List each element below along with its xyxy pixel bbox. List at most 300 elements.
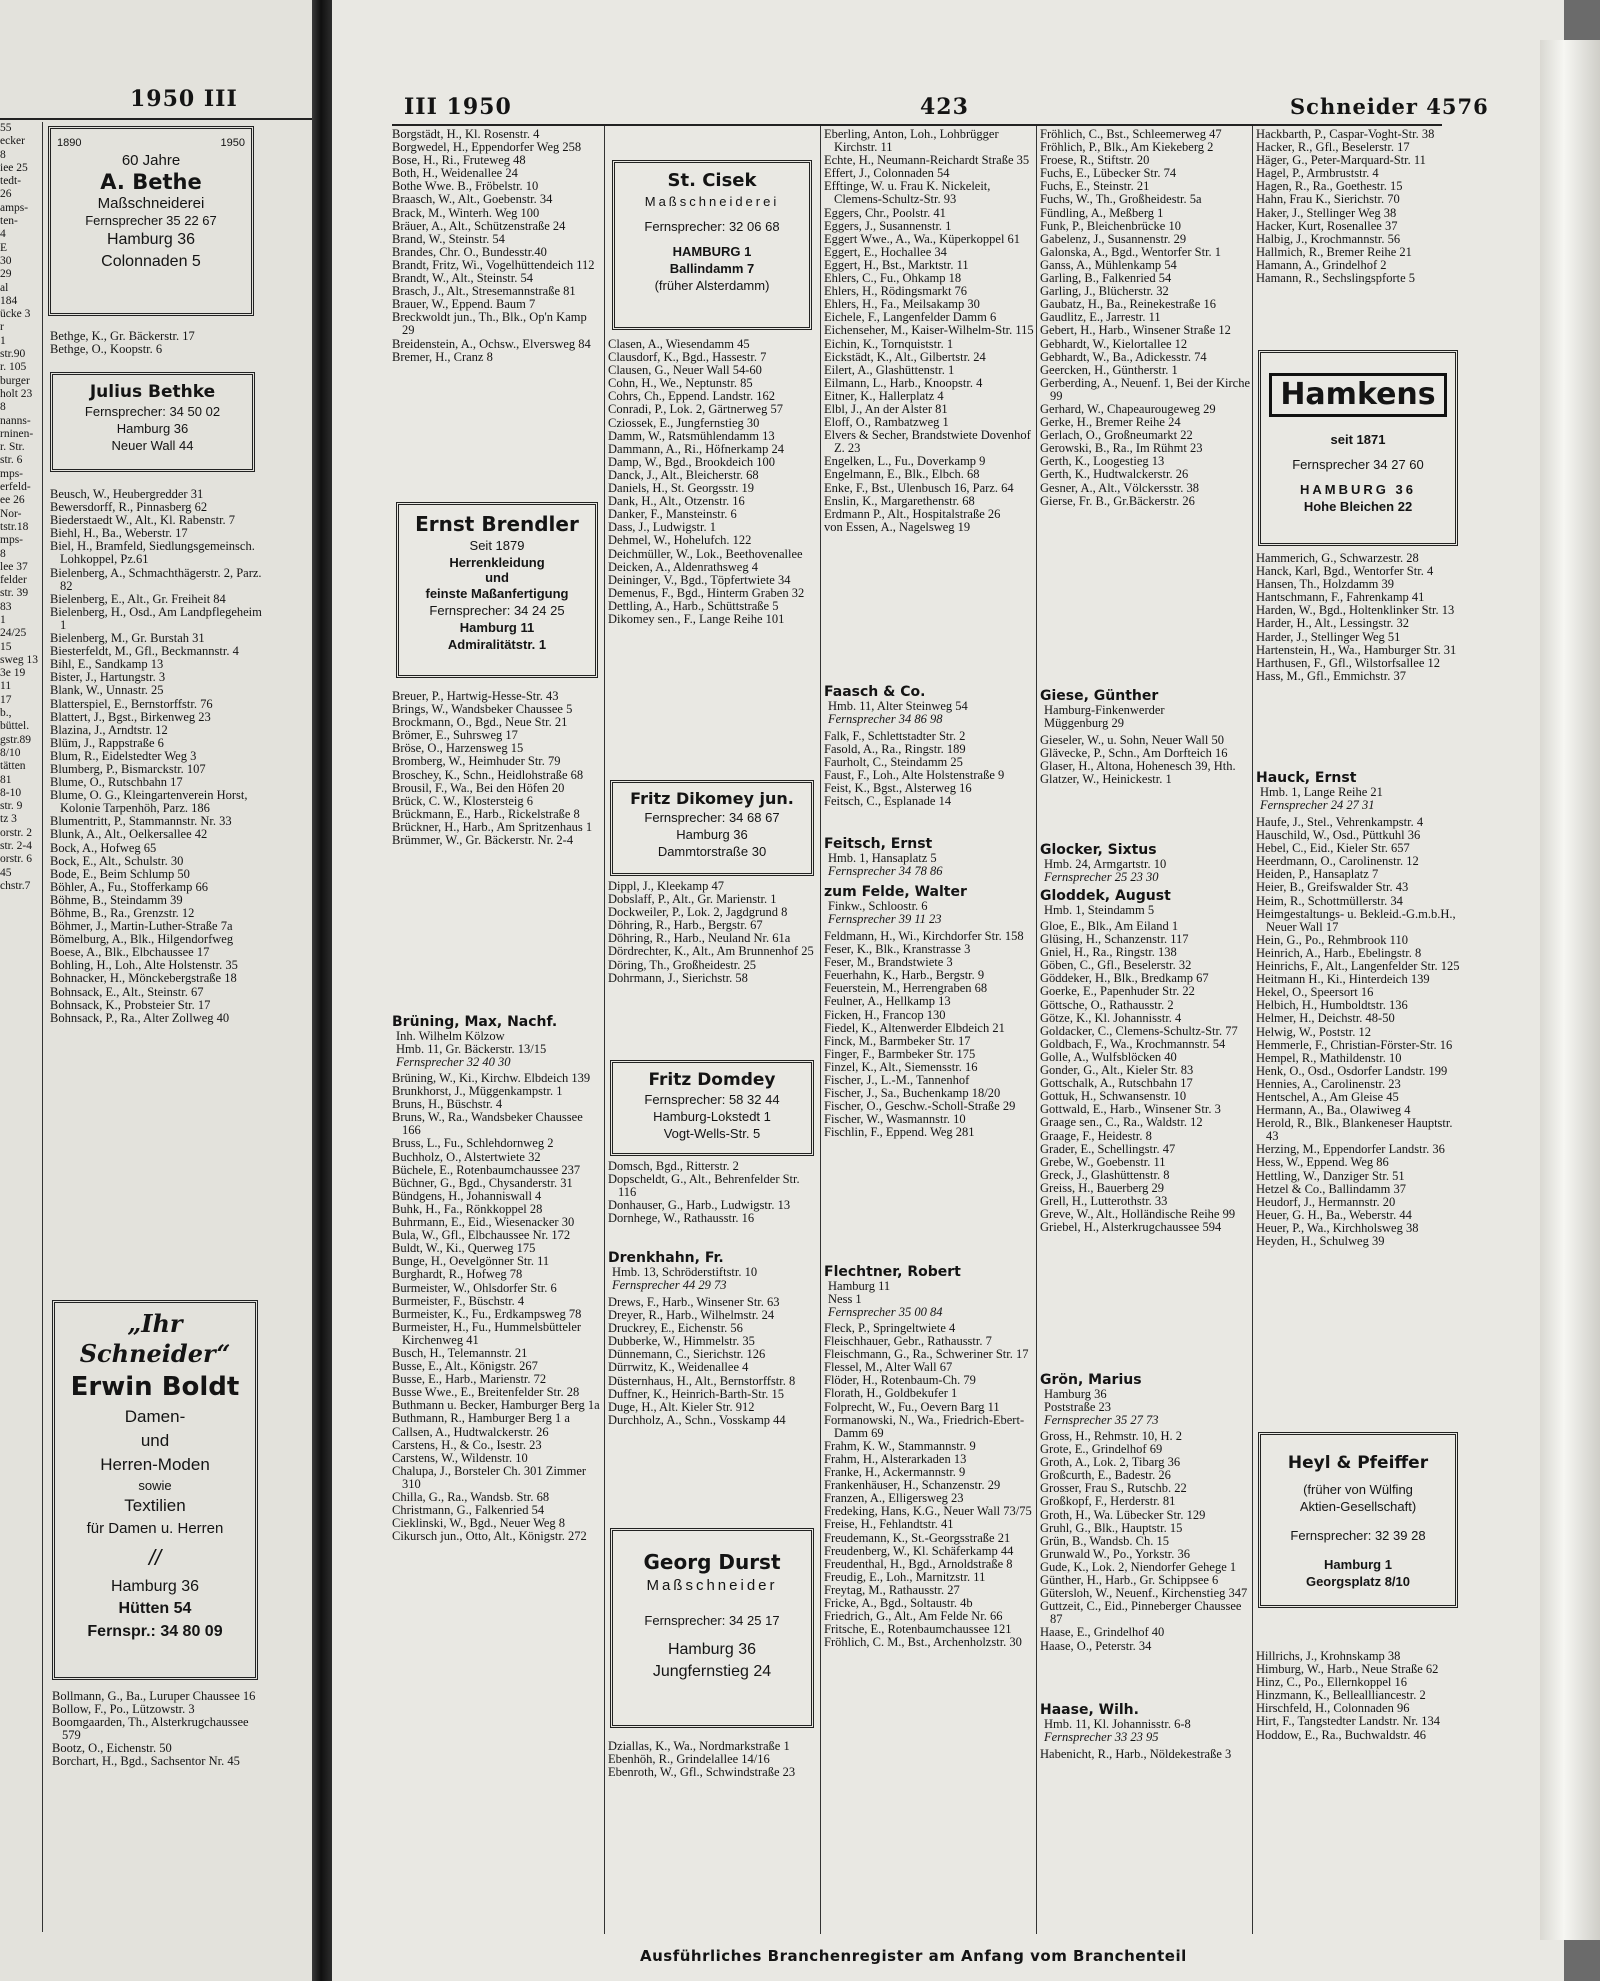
directory-entry: Deicken, A., Aldenrathsweg 4 <box>608 559 758 574</box>
directory-entry: Brückner, H., Harb., Am Spritzenhaus 1 <box>392 819 593 834</box>
directory-entry: Gude, K., Lok. 2, Niendorfer Gehege 1 <box>1040 1559 1237 1574</box>
directory-entry: Flöder, H., Rotenbaum-Ch. 79 <box>824 1373 976 1388</box>
directory-entry: Fredeking, Hans, K.G., Neuer Wall 73/75 <box>824 1504 1032 1519</box>
ad-domdey <box>610 1060 814 1156</box>
directory-entry: mps- <box>0 467 23 480</box>
directory-entry: Brückmann, E., Harb., Rickelstraße 8 <box>392 806 580 821</box>
directory-entry: Buhrmann, E., Eid., Wiesenacker 30 <box>392 1215 575 1230</box>
directory-entry: Hagen, R., Ra., Goethestr. 15 <box>1256 179 1403 194</box>
col5-entries-c <box>1256 816 1468 1416</box>
directory-entry: Heitmann H., Ki., Hinterdeich 139 <box>1256 972 1430 987</box>
directory-entry: Helbich, H., Humboldtstr. 136 <box>1256 998 1408 1013</box>
drenkhahn-name: Drenkhahn, Fr. <box>608 1250 724 1266</box>
ad-boldt-line4: sowie <box>138 1478 172 1493</box>
directory-entry: Hettling, W., Danziger Str. 51 <box>1256 1168 1405 1183</box>
directory-entry: Carstens, W., Wildenstr. 10 <box>392 1450 528 1465</box>
ad-durst-phone: Fernsprecher: 34 25 17 <box>644 1613 780 1628</box>
directory-entry: Eggert, H., Bst., Marktstr. 11 <box>824 257 969 272</box>
ad-domdey-street: Vogt-Wells-Str. 5 <box>663 1126 761 1141</box>
directory-entry: Fröhlich, C. M., Bst., Archenholzstr. 30 <box>824 1635 1022 1650</box>
directory-entry: Fuchs, E., Lübecker Str. 74 <box>1040 166 1177 181</box>
directory-entry: Hahn, Frau K., Sierichstr. 70 <box>1256 192 1400 207</box>
directory-entry: Gesner, A., Alt., Völckersstr. 38 <box>1040 480 1199 495</box>
directory-entry: Borgstädt, H., Kl. Rosenstr. 4 <box>392 128 540 141</box>
directory-entry: Bootz, O., Eichenstr. 50 <box>52 1741 172 1756</box>
directory-entry: 8 <box>0 547 6 560</box>
directory-entry: Fritsche, E., Rotenbaumchaussee 121 <box>824 1622 1012 1637</box>
directory-entry: Both, H., Weidenallee 24 <box>392 166 518 181</box>
directory-entry: Eggert, E., Hochallee 34 <box>824 244 947 259</box>
directory-entry: Biel, H., Bramfeld, Siedlungsgemeinsch. Lohkoppel, Pz.61 <box>50 539 255 567</box>
col4-entries-d <box>1040 1430 1250 1702</box>
ad-heyl <box>1258 1432 1458 1608</box>
directory-entry: 8/10 <box>0 746 21 759</box>
directory-entry: Graage sen., C., Ra., Waldstr. 12 <box>1040 1115 1203 1130</box>
directory-entry: Bihl, E., Sandkamp 13 <box>50 657 164 672</box>
directory-entry: Döring, Th., Großheidestr. 25 <box>608 957 757 972</box>
directory-entry: Dopscheldt, G., Alt., Behrenfelder Str. 116 <box>608 1172 800 1200</box>
directory-entry: Hantschmann, F., Fahrenkamp 41 <box>1256 590 1425 605</box>
hauck-line1: Hmb. 1, Lange Reihe 21 <box>1260 785 1383 799</box>
directory-entry: 1 <box>0 334 6 347</box>
directory-entry: Bock, A., Hofweg 65 <box>50 840 157 855</box>
directory-entry: gstr.89 <box>0 733 31 746</box>
ad-boldt-name: Erwin Boldt <box>70 1372 240 1402</box>
directory-entry: Gottuk, H., Schwansenstr. 10 <box>1040 1089 1187 1104</box>
directory-entry: Bröse, O., Harzensweg 15 <box>392 741 524 756</box>
col4-glocker <box>1040 842 1250 886</box>
directory-entry: Brack, M., Winterh. Weg 100 <box>392 205 540 220</box>
directory-entry: Böhme, B., Ra., Grenzstr. 12 <box>50 906 195 920</box>
col1-entries-mid <box>392 690 602 1012</box>
directory-entry: Herzing, M., Eppendorfer Landstr. 36 <box>1256 1142 1445 1157</box>
directory-entry: Breckwoldt jun., Th., Blk., Op'n Kamp 29 <box>392 310 587 338</box>
directory-entry: Demenus, F., Bgd., Hinterm Graben 32 <box>608 585 805 600</box>
directory-entry: Conradi, P., Lok. 2, Gärtnerweg 57 <box>608 402 783 417</box>
bruening-line1: Inh. Wilhelm Kölzow <box>396 1029 505 1043</box>
left-edge-fragments <box>0 122 40 1932</box>
directory-entry: Goldbach, F., Wa., Krochmannstr. 54 <box>1040 1036 1226 1051</box>
directory-entry: Fischer, O., Geschw.-Scholl-Straße 29 <box>824 1099 1016 1114</box>
directory-entry: 26 <box>0 188 12 201</box>
directory-entry: Heim, R., Schottmüllerstr. 34 <box>1256 893 1403 908</box>
glocker-name: Glocker, Sixtus <box>1040 842 1157 858</box>
directory-entry: str. 6 <box>0 454 23 467</box>
col3-zumfelde <box>824 884 1034 928</box>
ad-bethe-year-right: 1950 <box>220 137 245 149</box>
directory-entry: Durchholz, A., Schn., Vosskamp 44 <box>608 1412 786 1427</box>
directory-entry: büttel. <box>0 720 30 733</box>
directory-entry: Hirschfeld, H., Colonnaden 96 <box>1256 1701 1410 1716</box>
col3-entries-b <box>824 730 1034 836</box>
footer-note: Ausführliches Branchenregister am Anfang vom Branchenteil <box>640 1947 1187 1965</box>
directory-entry: Biehl, H., Ba., Weberstr. 17 <box>50 526 188 541</box>
flechtner-name: Flechtner, Robert <box>824 1264 961 1280</box>
directory-entry: Burmeister, K., Fu., Erdkampsweg 78 <box>392 1306 582 1321</box>
giese-line1: Hamburg-Finkenwerder <box>1044 703 1165 717</box>
ad-heyl-street: Georgsplatz 8/10 <box>1305 1574 1411 1589</box>
col5-hauck <box>1256 770 1468 814</box>
directory-entry: Heuer, G. H., Ba., Weberstr. 44 <box>1256 1207 1412 1222</box>
directory-entry: Gierse, Fr. B., Gr.Bäckerstr. 26 <box>1040 493 1195 508</box>
directory-entry: Eloff, O., Rambatzweg 1 <box>824 415 949 430</box>
directory-entry: Brück, C. W., Klostersteig 6 <box>392 793 533 808</box>
directory-entry: Dettling, A., Harb., Schüttstraße 5 <box>608 598 779 613</box>
directory-entry: r <box>0 321 4 334</box>
directory-entry: Callsen, A., Hudtwalckerstr. 26 <box>392 1424 549 1439</box>
directory-entry: Elvers & Secher, Brandstwiete Dovenhof Z. 23 <box>824 428 1031 456</box>
directory-entry: Haase, O., Peterstr. 34 <box>1040 1638 1152 1653</box>
directory-entry: Heudorf, J., Hermannstr. 20 <box>1256 1194 1396 1209</box>
col5-entries-b <box>1256 552 1468 770</box>
left-entries-b <box>50 488 262 1278</box>
col2-entries-mid <box>608 880 818 1056</box>
ad-cisek-note: (früher Alsterdamm) <box>654 278 770 293</box>
directory-entry: Freudig, E., Loh., Marnitzstr. 11 <box>824 1569 986 1584</box>
directory-entry: Bündgens, H., Johanniswall 4 <box>392 1188 542 1203</box>
ad-cisek-street: Ballindamm 7 <box>669 261 755 276</box>
directory-entry: Erdmann P., Alt., Hospitalstraße 26 <box>824 506 1001 521</box>
directory-entry: Busse, E., Harb., Marienstr. 72 <box>392 1372 547 1387</box>
ad-bethe-name: A. Bethe <box>100 170 202 194</box>
ad-bethe-jubilee: 60 Jahre <box>121 152 181 169</box>
ad-boldt-line1: Damen- <box>124 1407 186 1426</box>
directory-entry: Fischer, J., Sa., Buchenkamp 18/20 <box>824 1086 1001 1101</box>
directory-entry: Goldacker, C., Clemens-Schultz-Str. 77 <box>1040 1023 1238 1038</box>
directory-entry: Groth, A., Lok. 2, Tibarg 36 <box>1040 1455 1181 1470</box>
directory-entry: Busch, H., Telemannstr. 21 <box>392 1345 528 1360</box>
ad-boldt-street: Hütten 54 <box>118 1600 192 1617</box>
directory-entry: Hennies, A., Carolinenstr. 23 <box>1256 1076 1401 1091</box>
col4-haase <box>1040 1702 1250 1746</box>
directory-entry: 29 <box>0 268 12 281</box>
directory-entry: Fleischhauer, Gebr., Rathausstr. 7 <box>824 1334 992 1349</box>
directory-entry: Fischlin, F., Eppend. Weg 281 <box>824 1125 975 1140</box>
directory-entry: Faurholt, C., Steindamm 25 <box>824 755 963 770</box>
directory-entry: Florath, H., Goldbekufer 1 <box>824 1386 958 1401</box>
directory-entry: Folprecht, W., Fu., Oevern Barg 11 <box>824 1399 1000 1414</box>
directory-entry: Frahm, K. W., Stammannstr. 9 <box>824 1438 976 1453</box>
directory-entry: tstr.18 <box>0 520 29 533</box>
directory-entry: Friedrich, G., Alt., Am Felde Nr. 66 <box>824 1609 1003 1624</box>
directory-entry: Dohrmann, J., Sierichstr. 58 <box>608 970 748 985</box>
ad-heyl-line1: (früher von Wülfing <box>1303 1482 1413 1497</box>
directory-entry: lee 37 <box>0 560 28 573</box>
directory-entry: Finger, F., Barmbeker Str. 175 <box>824 1046 976 1061</box>
ad-cisek-city: HAMBURG 1 <box>672 244 752 259</box>
ad-boldt-line6: für Damen u. Herren <box>86 1520 224 1537</box>
col3-entries-d <box>824 1322 1034 1934</box>
directory-entry: Dikomey sen., F., Lange Reihe 101 <box>608 611 785 626</box>
directory-entry: Häger, G., Peter-Marquard-Str. 11 <box>1256 153 1426 168</box>
directory-entry: tz 3 <box>0 813 17 826</box>
directory-entry: Bethge, O., Koopstr. 6 <box>50 342 163 357</box>
ad-hamkens-logo: Hamkens <box>1269 373 1446 417</box>
directory-entry: Hebel, C., Eid., Kieler Str. 657 <box>1256 841 1410 856</box>
directory-entry: Fasold, A., Ra., Ringstr. 189 <box>824 742 966 757</box>
directory-entry: Göben, C., Gfl., Beselerstr. 32 <box>1040 958 1192 973</box>
directory-entry: r. Str. <box>0 441 25 454</box>
column-rule-4 <box>1252 126 1253 1934</box>
groen-phone: Fernsprecher 35 27 73 <box>1044 1413 1159 1428</box>
directory-entry: Heinrichs, F., Alt., Langenfelder Str. 125 <box>1256 959 1460 974</box>
directory-entry: nanns- <box>0 414 31 427</box>
hauck-phone: Fernsprecher 24 27 31 <box>1260 798 1375 813</box>
directory-entry: Nor- <box>0 507 22 520</box>
right-header-rule <box>392 124 1442 126</box>
directory-entry: Eilmann, L., Harb., Knoopstr. 4 <box>824 375 983 390</box>
directory-entry: Franzen, A., Elligersweg 23 <box>824 1491 964 1506</box>
directory-entry: Heyden, H., Schulweg 39 <box>1256 1234 1385 1248</box>
directory-entry: Buthmann u. Becker, Hamburger Berg 1a <box>392 1398 600 1413</box>
directory-entry: Döhring, R., Harb., Bergstr. 67 <box>608 918 763 933</box>
directory-entry: Ehlers, H., Rödingsmarkt 76 <box>824 284 968 299</box>
bruening-name: Brüning, Max, Nachf. <box>392 1014 558 1030</box>
directory-entry: b., <box>0 707 12 720</box>
directory-entry: Haufe, J., Stel., Vehrenkampstr. 4 <box>1256 816 1424 829</box>
directory-entry: Bose, H., Ri., Fruteweg 48 <box>392 153 526 168</box>
directory-entry: Buchholz, O., Alstertwiete 32 <box>392 1149 541 1164</box>
col3-entries-a <box>824 128 1034 694</box>
groen-line2: Poststraße 23 <box>1044 1400 1112 1415</box>
directory-entry: Blatterspiel, E., Bernstorffstr. 76 <box>50 696 213 711</box>
directory-entry: Blüm, J., Rappstraße 6 <box>50 735 164 750</box>
directory-entry: Geercken, H., Güntherstr. 1 <box>1040 362 1178 377</box>
directory-entry: Eichin, K., Tornquiststr. 1 <box>824 336 954 351</box>
directory-entry: Faust, F., Loh., Alte Holstenstraße 9 <box>824 768 1005 783</box>
ad-bethke <box>50 372 255 472</box>
directory-entry: Danker, F., Mansteinstr. 6 <box>608 507 737 522</box>
directory-entry: Bohnsack, E., Alt., Steinstr. 67 <box>50 984 204 999</box>
directory-entry: Bromberg, W., Heimhuder Str. 79 <box>392 754 561 769</box>
directory-entry: Hartenstein, H., Wa., Hamburger Str. 31 <box>1256 642 1457 657</box>
directory-entry: Dehmel, W., Hohelufch. 122 <box>608 533 752 548</box>
directory-entry: Brasch, J., Alt., Stresemannstraße 81 <box>392 284 576 299</box>
directory-entry: Dziallas, K., Wa., Nordmarkstraße 1 <box>608 1740 790 1753</box>
ad-boldt-line5: Textilien <box>124 1496 186 1515</box>
ad-durst <box>610 1528 814 1728</box>
ad-bethke-street: Neuer Wall 44 <box>111 438 194 453</box>
ad-bethke-phone: Fernsprecher: 34 50 02 <box>84 404 221 419</box>
directory-entry: Gloe, E., Blk., Am Eiland 1 <box>1040 920 1179 933</box>
directory-entry: Eggers, Chr., Poolstr. 41 <box>824 205 946 220</box>
col3-entries-c <box>824 930 1034 1266</box>
directory-entry: Eitner, K., Hallerplatz 4 <box>824 388 944 403</box>
directory-entry: 1 <box>0 613 6 626</box>
ad-domdey-city: Hamburg-Lokstedt 1 <box>653 1109 771 1124</box>
directory-entry: Hempel, R., Mathildenstr. 10 <box>1256 1050 1402 1065</box>
directory-entry: Ebenhöh, R., Grindelallee 14/16 <box>608 1752 770 1767</box>
directory-entry: Bohnsack, K., Probsteier Str. 17 <box>50 997 211 1012</box>
directory-entry: Düsternhaus, H., Alt., Bernstorffstr. 8 <box>608 1373 796 1388</box>
directory-entry: Burmeister, F., Büschstr. 4 <box>392 1293 525 1308</box>
directory-entry: Cohn, H., We., Neptunstr. 85 <box>608 376 753 391</box>
directory-entry: Effert, J., Colonnaden 54 <box>824 166 950 181</box>
directory-entry: Hoddow, E., Ra., Buchwaldstr. 46 <box>1256 1727 1427 1742</box>
directory-entry: Buldt, W., Ki., Querweg 175 <box>392 1241 536 1256</box>
directory-entry: Feldmann, H., Wi., Kirchdorfer Str. 158 <box>824 930 1024 943</box>
directory-entry: Hirt, F., Tangstedter Landstr. Nr. 134 <box>1256 1714 1440 1729</box>
directory-entry: Bielenberg, E., Alt., Gr. Freiheit 84 <box>50 591 226 606</box>
directory-entry: Biederstaedt W., Alt., Kl. Rabenstr. 7 <box>50 513 236 528</box>
directory-entry: Eichenseher, M., Kaiser-Wilhelm-Str. 115 <box>824 323 1034 338</box>
left-entries-a <box>50 330 255 360</box>
directory-entry: Griebel, H., Alsterkrugchaussee 594 <box>1040 1220 1222 1235</box>
directory-entry: Brümmer, W., Gr. Bäckerstr. Nr. 2-4 <box>392 833 574 848</box>
ad-bethe-phone: Fernsprecher 35 22 67 <box>85 213 217 228</box>
directory-entry: Gerth, K., Hudtwalckerstr. 26 <box>1040 467 1189 482</box>
ad-bethe-street: Colonnaden 5 <box>101 253 201 270</box>
directory-entry: Gebhardt, W., Kielortallee 12 <box>1040 336 1188 351</box>
ad-domdey-phone: Fernsprecher: 58 32 44 <box>644 1092 780 1107</box>
zumfelde-line1: Finkw., Schloostr. 6 <box>828 899 928 913</box>
directory-entry: Gerberding, A., Neuenf. 1, Bei der Kirche 99 <box>1040 375 1250 403</box>
directory-entry: Freise, H., Fehlandtstr. 41 <box>824 1517 954 1532</box>
directory-entry: von Essen, A., Nagelsweg 19 <box>824 519 971 534</box>
directory-entry: Brings, W., Wandsbeker Chaussee 5 <box>392 702 573 717</box>
left-column-rule <box>42 122 43 1932</box>
directory-entry: mps- <box>0 534 23 547</box>
directory-entry: Clausdorf, K., Bgd., Hassestr. 7 <box>608 350 767 365</box>
ad-hamkens-phone: Fernsprecher 34 27 60 <box>1292 457 1424 472</box>
directory-entry: Glüsing, H., Schanzenstr. 117 <box>1040 932 1189 947</box>
directory-entry: Großcurth, E., Badestr. 26 <box>1040 1468 1171 1483</box>
directory-entry: Harthusen, F., Gfl., Wilstorfsallee 12 <box>1256 655 1440 670</box>
ad-durst-trade: Maßschneider <box>646 1577 778 1594</box>
directory-entry: Busse, E., Alt., Königstr. 267 <box>392 1359 538 1374</box>
directory-entry: Gottwald, E., Harb., Winsener Str. 3 <box>1040 1102 1221 1117</box>
directory-entry: Hauschild, W., Osd., Püttkuhl 36 <box>1256 828 1421 843</box>
ad-dikomey-name: Fritz Dikomey jun. <box>630 789 794 808</box>
directory-entry: Echte, H., Neumann-Reichardt Straße 35 <box>824 153 1030 168</box>
directory-entry: Dürrwitz, K., Weidenallee 4 <box>608 1360 749 1375</box>
column-rule-2 <box>820 126 821 1934</box>
bruening-line2: Hmb. 11, Gr. Bäckerstr. 13/15 <box>396 1042 547 1057</box>
directory-entry: 11 <box>0 680 12 693</box>
directory-entry: Hinz, C., Po., Ellernkoppel 16 <box>1256 1675 1408 1690</box>
directory-entry: Gottschalk, A., Rutschbahn 17 <box>1040 1076 1193 1091</box>
directory-entry: Feser, K., Blk., Kranstrasse 3 <box>824 942 971 957</box>
directory-entry: Deininger, V., Bgd., Töpfertwiete 34 <box>608 572 791 587</box>
directory-entry: Hanck, Karl, Bgd., Wentorfer Str. 4 <box>1256 564 1434 579</box>
ad-bethke-city: Hamburg 36 <box>116 421 189 436</box>
ad-boldt-slogan: „Ihr Schneider“ <box>79 1309 231 1368</box>
gloddek-name: Gloddek, August <box>1040 888 1171 904</box>
directory-entry: Hackbarth, P., Caspar-Voght-Str. 38 <box>1256 128 1435 141</box>
directory-entry: Hentschel, A., Am Gleise 45 <box>1256 1089 1399 1104</box>
book-gutter <box>312 0 332 1981</box>
directory-entry: Borchart, H., Bgd., Sachsentor Nr. 45 <box>52 1754 240 1769</box>
col1-entries-low <box>392 1072 602 1934</box>
directory-entry: Grote, E., Grindelhof 69 <box>1040 1442 1163 1457</box>
directory-entry: Bruss, L., Fu., Schlehdornweg 2 <box>392 1136 554 1151</box>
directory-entry: Chilla, G., Ra., Wandsb. Str. 68 <box>392 1490 550 1504</box>
directory-entry: Bewersdorff, R., Pinnasberg 62 <box>50 500 208 515</box>
directory-entry: Glävecke, P., Schn., Am Dorfteich 16 <box>1040 746 1228 761</box>
directory-entry: Heimgestaltungs- u. Bekleid.-G.m.b.H., Neuer Wall 17 <box>1256 906 1456 934</box>
column-rule-1 <box>604 126 605 1934</box>
directory-entry: Gerth, K., Loogestieg 13 <box>1040 454 1165 469</box>
directory-entry: 17 <box>0 693 12 706</box>
directory-entry: Bohling, H., Loh., Alte Holstenstr. 35 <box>50 958 238 973</box>
directory-entry: Greiss, H., Bauerberg 29 <box>1040 1180 1165 1195</box>
directory-entry: str.90 <box>0 348 26 361</box>
directory-entry: Bothe Wwe. B., Fröbelstr. 10 <box>392 179 539 194</box>
directory-entry: Greck, J., Glashüttenstr. 8 <box>1040 1167 1170 1182</box>
directory-entry: Hacker, Kurt, Rosenallee 37 <box>1256 218 1398 233</box>
directory-entry: Brousil, F., Wa., Bei den Höfen 20 <box>392 780 565 795</box>
page-edge-stack <box>1540 40 1600 1940</box>
ad-bethke-name: Julius Bethke <box>89 382 216 402</box>
directory-entry: Brandt, W., Alt., Steinstr. 54 <box>392 271 533 286</box>
ad-boldt-phone: Fernspr.: 34 80 09 <box>87 1623 223 1640</box>
directory-entry: Feuerhahn, K., Harb., Bergstr. 9 <box>824 968 985 983</box>
ad-bethe <box>48 126 254 316</box>
directory-entry: Dördrechter, K., Alt., Am Brunnenhof 25 <box>608 944 814 959</box>
directory-entry: Braasch, W., Alt., Goebenstr. 34 <box>392 192 553 207</box>
directory-entry: Borgwedel, H., Eppendorfer Weg 258 <box>392 140 582 155</box>
directory-entry: Blume, O. G., Kleingartenverein Horst, Kolonie Tarpenhöh, Parz. 186 <box>50 788 248 816</box>
giese-name: Giese, Günther <box>1040 688 1159 704</box>
directory-entry: Böhler, A., Fu., Stofferkamp 66 <box>50 879 208 894</box>
directory-entry: 8 <box>0 401 6 414</box>
glocker-line1: Hmb. 24, Armgartstr. 10 <box>1044 857 1167 871</box>
directory-entry: Fiedel, K., Altenwerder Elbdeich 21 <box>824 1020 1005 1035</box>
directory-entry: Günther, H., Harb., Gr. Schippsee 6 <box>1040 1573 1219 1588</box>
ad-brendler <box>396 502 598 678</box>
directory-entry: Gütersloh, W., Neuenf., Kirchenstieg 347 <box>1040 1586 1248 1601</box>
directory-entry: Biesterfeldt, M., Gfl., Beckmannstr. 4 <box>50 644 239 659</box>
directory-entry: Gniel, H., Ra., Ringstr. 138 <box>1040 945 1177 960</box>
directory-entry: Donhauser, G., Harb., Ludwigstr. 13 <box>608 1198 791 1213</box>
directory-entry: Haker, J., Stellinger Weg 38 <box>1256 205 1397 220</box>
directory-entry: sweg 13 <box>0 653 39 666</box>
directory-entry: Cohrs, Ch., Eppend. Landstr. 162 <box>608 389 776 404</box>
directory-entry: Dass, J., Ludwigstr. 1 <box>608 520 716 535</box>
directory-entry: Gerowski, B., Ra., Im Rühmt 23 <box>1040 441 1203 456</box>
directory-entry: Helmer, H., Deichstr. 48-50 <box>1256 1011 1395 1026</box>
directory-entry: Grunwald W., Po., Yorkstr. 36 <box>1040 1546 1191 1561</box>
col2-entries-bottom <box>608 1740 818 1934</box>
directory-entry: Gebhardt, W., Ba., Adickesstr. 74 <box>1040 349 1207 364</box>
directory-entry: Guttzeit, C., Eid., Pinneberger Chaussee 87 <box>1040 1599 1242 1627</box>
directory-entry: Göddeker, H., Blk., Bredkamp 67 <box>1040 971 1209 986</box>
directory-entry: Carstens, H., & Co., Isestr. 23 <box>392 1437 542 1452</box>
ad-boldt <box>52 1300 258 1680</box>
directory-entry: ecker <box>0 135 25 148</box>
directory-entry: Göttsche, O., Rathausstr. 2 <box>1040 997 1174 1012</box>
left-entries-bottom <box>52 1690 264 1820</box>
directory-entry: Drews, F., Harb., Winsener Str. 63 <box>608 1296 780 1309</box>
directory-entry: Hansen, Th., Holzdamm 39 <box>1256 577 1394 592</box>
directory-entry: Hass, M., Gfl., Emmichstr. 37 <box>1256 668 1406 683</box>
directory-entry: Daniels, H., St. Georgsstr. 19 <box>608 481 754 496</box>
directory-entry: Böhme, B., Steindamm 39 <box>50 892 183 907</box>
directory-entry: Bohnacker, H., Mönckebergstraße 18 <box>50 971 237 986</box>
directory-entry: Bielenberg, A., Schmachthägerstr. 2, Parz. 82 <box>50 565 262 593</box>
directory-entry: Blattert, J., Bgst., Birkenweg 23 <box>50 709 211 724</box>
directory-entry: Bethge, K., Gr. Bäckerstr. 17 <box>50 330 195 343</box>
directory-entry: Feitsch, C., Esplanade 14 <box>824 794 952 809</box>
directory-entry: Elbl, J., An der Alster 81 <box>824 401 948 416</box>
directory-entry: Druckrey, E., Eichenstr. 56 <box>608 1321 743 1336</box>
directory-entry: Hagel, P., Armbruststr. 4 <box>1256 166 1379 181</box>
directory-entry: Burmeister, H., Fu., Hummelsbütteler Kirchenweg 41 <box>392 1319 582 1347</box>
giese-line2: Müggenburg 29 <box>1044 716 1124 731</box>
groen-name: Grön, Marius <box>1040 1372 1142 1388</box>
directory-entry: Hess, W., Eppend. Weg 86 <box>1256 1155 1389 1170</box>
directory-entry: Christmann, G., Falkenried 54 <box>392 1503 545 1518</box>
